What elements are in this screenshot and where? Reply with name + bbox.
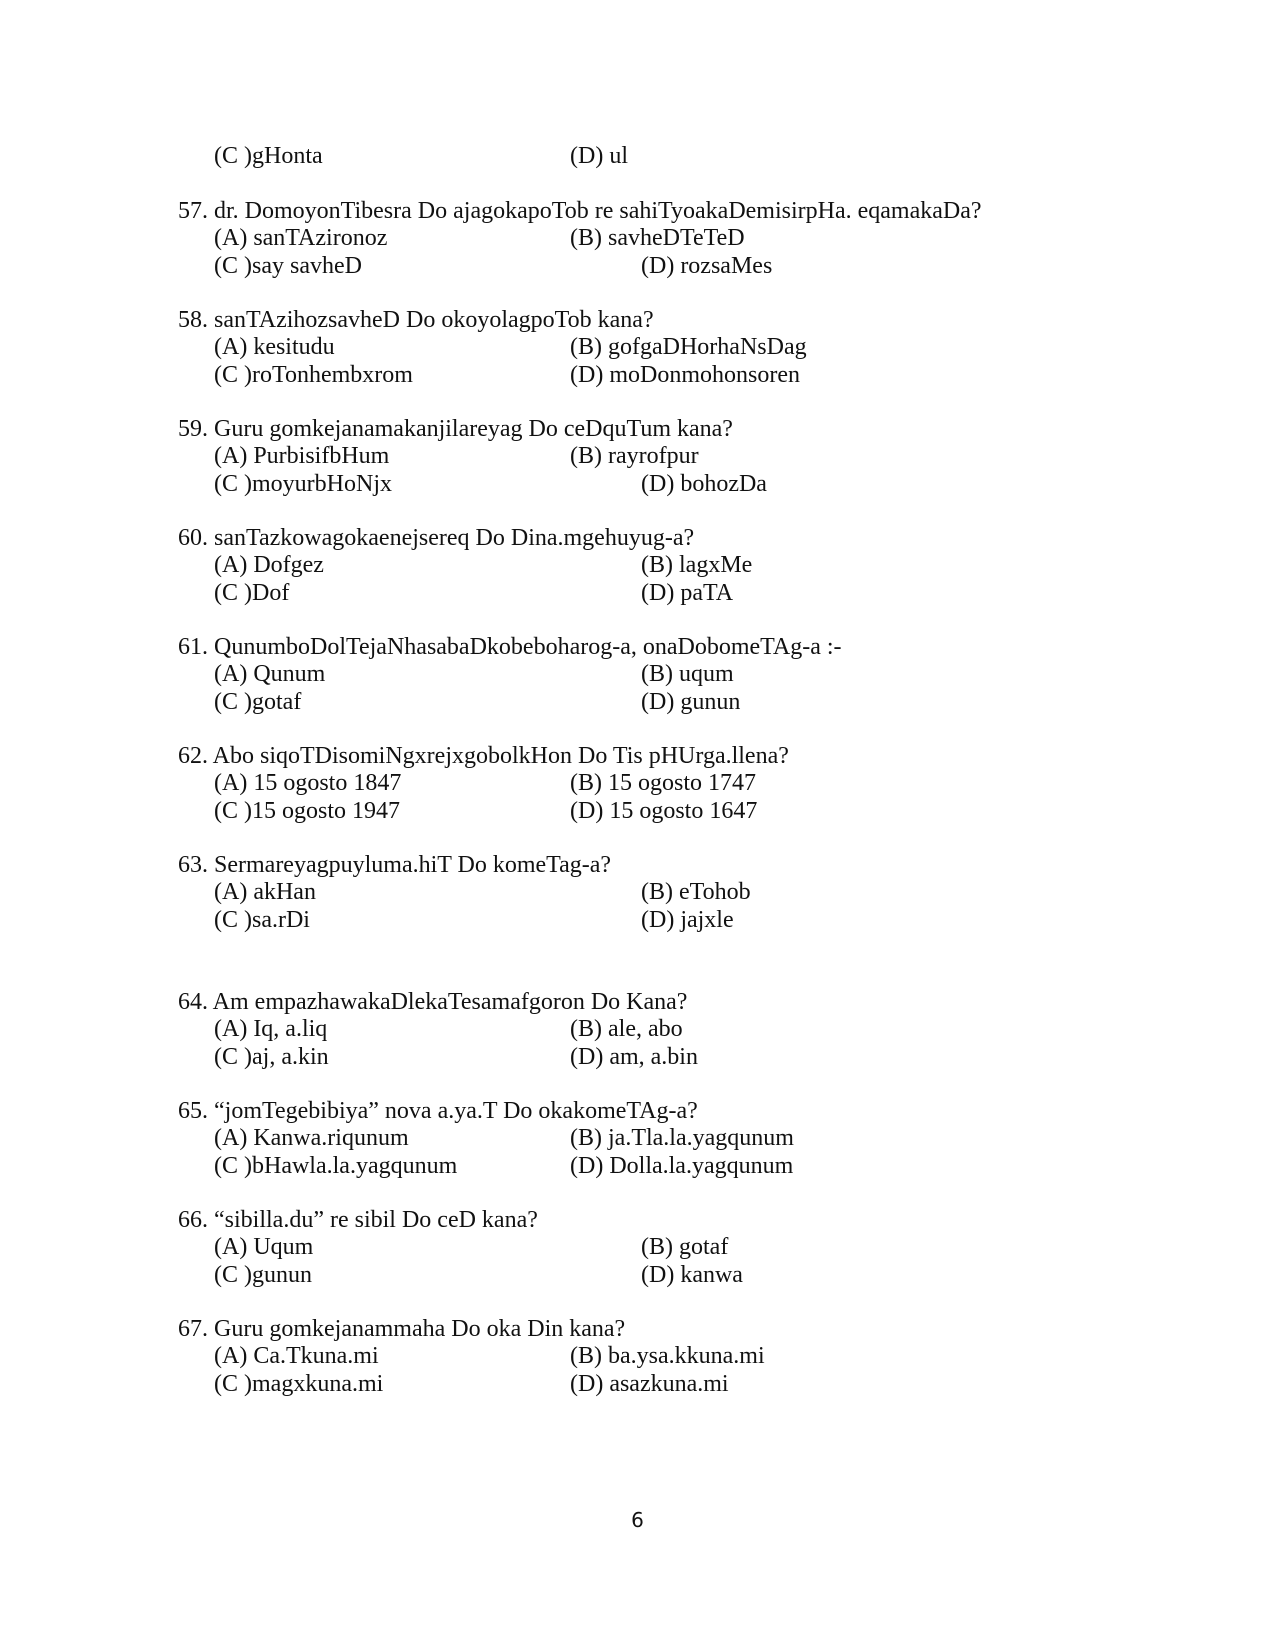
question-59-option-a: (A) PurbisifbHum xyxy=(214,443,390,469)
question-64-option-c: (C )aj, a.kin xyxy=(214,1044,329,1070)
question-62-text: 62. Abo siqoTDisomiNgxrejxgobolkHon Do Tis pHUrga.llena? xyxy=(178,743,789,769)
question-63-text: 63. Sermareyagpuyluma.hiT Do komeTag-a? xyxy=(178,852,612,878)
question-67-option-c: (C )magxkuna.mi xyxy=(214,1371,384,1397)
question-66-option-d: (D) kanwa xyxy=(641,1262,743,1288)
question-66-option-c: (C )gunun xyxy=(214,1262,312,1288)
question-59-option-b: (B) rayrofpur xyxy=(570,443,699,469)
question-61-option-c: (C )gotaf xyxy=(214,689,302,715)
page-number: 6 xyxy=(631,1508,644,1532)
question-59-option-c: (C )moyurbHoNjx xyxy=(214,471,392,497)
question-60-option-c: (C )Dof xyxy=(214,580,290,606)
question-61-option-d: (D) gunun xyxy=(641,689,741,715)
question-63-option-d: (D) jajxle xyxy=(641,907,734,933)
question-63-option-a: (A) akHan xyxy=(214,879,316,905)
option-c-carryover: (C )gHonta xyxy=(214,143,323,169)
question-57-text: 57. dr. DomoyonTibesra Do ajagokapoTob re sahiTyoakaDemisirpHa. eqamakaDa? xyxy=(178,198,982,224)
question-57-option-d: (D) rozsaMes xyxy=(641,253,773,279)
question-61-text: 61. QunumboDolTejaNhasabaDkobeboharog-a, onaDobomeTAg-a :- xyxy=(178,634,842,660)
question-60-option-a: (A) Dofgez xyxy=(214,552,324,578)
question-60-option-d: (D) paTA xyxy=(641,580,734,606)
question-67-option-a: (A) Ca.Tkuna.mi xyxy=(214,1343,379,1369)
option-d-carryover: (D) ul xyxy=(570,143,628,169)
question-65-option-a: (A) Kanwa.riqunum xyxy=(214,1125,409,1151)
question-63-option-b: (B) eTohob xyxy=(641,879,751,905)
question-58-option-b: (B) gofgaDHorhaNsDag xyxy=(570,334,807,360)
question-58-option-a: (A) kesitudu xyxy=(214,334,335,360)
question-59-option-d: (D) bohozDa xyxy=(641,471,767,497)
question-62-option-a: (A) 15 ogosto 1847 xyxy=(214,770,402,796)
question-67-option-d: (D) asazkuna.mi xyxy=(570,1371,729,1397)
question-62-option-b: (B) 15 ogosto 1747 xyxy=(570,770,756,796)
question-61-option-b: (B) uqum xyxy=(641,661,734,687)
question-58-option-d: (D) moDonmohonsoren xyxy=(570,362,800,388)
question-62-option-d: (D) 15 ogosto 1647 xyxy=(570,798,758,824)
question-66-option-b: (B) gotaf xyxy=(641,1234,729,1260)
question-63-option-c: (C )sa.rDi xyxy=(214,907,310,933)
question-64-option-d: (D) am, a.bin xyxy=(570,1044,698,1070)
question-59-text: 59. Guru gomkejanamakanjilareyag Do ceDquTum kana? xyxy=(178,416,733,442)
question-57-option-b: (B) savheDTeTeD xyxy=(570,225,745,251)
question-60-text: 60. sanTazkowagokaenejsereq Do Dina.mgehuyug-a? xyxy=(178,525,695,551)
question-65-option-c: (C )bHawla.la.yagqunum xyxy=(214,1153,458,1179)
question-57-option-c: (C )say savheD xyxy=(214,253,362,279)
question-65-option-b: (B) ja.Tla.la.yagqunum xyxy=(570,1125,794,1151)
question-66-text: 66. “sibilla.du” re sibil Do ceD kana? xyxy=(178,1207,538,1233)
question-67-option-b: (B) ba.ysa.kkuna.mi xyxy=(570,1343,765,1369)
question-67-text: 67. Guru gomkejanammaha Do oka Din kana? xyxy=(178,1316,626,1342)
question-57-option-a: (A) sanTAzironoz xyxy=(214,225,388,251)
question-58-option-c: (C )roTonhembxrom xyxy=(214,362,413,388)
question-64-text: 64. Am empazhawakaDlekaTesamafgoron Do Kana? xyxy=(178,989,688,1015)
question-64-option-a: (A) Iq, a.liq xyxy=(214,1016,328,1042)
question-66-option-a: (A) Uqum xyxy=(214,1234,314,1260)
question-65-option-d: (D) Dolla.la.yagqunum xyxy=(570,1153,794,1179)
question-58-text: 58. sanTAzihozsavheD Do okoyolagpoTob kana? xyxy=(178,307,654,333)
question-62-option-c: (C )15 ogosto 1947 xyxy=(214,798,400,824)
question-65-text: 65. “jomTegebibiya” nova a.ya.T Do okakomeTAg-a? xyxy=(178,1098,698,1124)
question-64-option-b: (B) ale, abo xyxy=(570,1016,683,1042)
question-61-option-a: (A) Qunum xyxy=(214,661,326,687)
question-60-option-b: (B) lagxMe xyxy=(641,552,753,578)
